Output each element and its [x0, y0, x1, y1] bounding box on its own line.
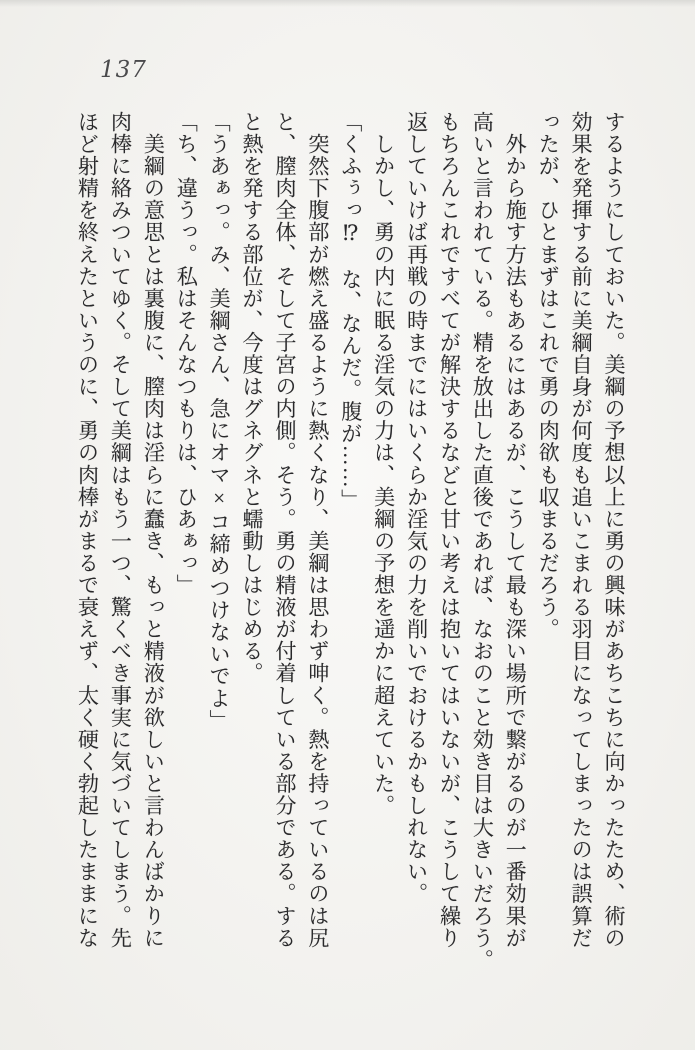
text-column: と、膣肉全体、そして子宮の内側。そう。勇の精液が付着している部分である。する: [272, 111, 297, 949]
page-number: 137: [100, 57, 147, 83]
text-column: 肉棒に絡みついてゆく。そして美綱はもう一つ、驚くべき事実に気づいてしまう。先: [108, 111, 133, 949]
text-column: しかし、勇の内に眠る淫気の力は、美綱の予想を遥かに超えていた。: [371, 111, 396, 817]
text-column: 美綱の意思とは裏腹に、膣肉は淫らに蠢き、もっと精液が欲しいと言わんばかりに: [141, 111, 166, 949]
text-column: 「うあぁっ。み、美綱さん、急にオマ×コ締めつけないでよ」: [207, 111, 232, 732]
text-column: 効果を発揮する前に美綱自身が何度も追いこまれる羽目になってしまったのは誤算だ: [569, 111, 594, 949]
text-column: ったが、ひとまずはこれで勇の肉欲も収まるだろう。: [536, 111, 561, 641]
text-column: ほど射精を終えたというのに、勇の肉棒がまるで衰えず、太く硬く勃起したままにな: [75, 111, 100, 949]
text-column: もちろんこれですべてが解決するなどと甘い考えは抱いてはいないが、こうして繰り: [437, 111, 462, 949]
novel-text-block: [71, 111, 630, 971]
text-column: と熱を発する部位が、今度はグネグネと蠕動しはじめる。: [240, 111, 265, 685]
text-column: するようにしておいた。美綱の予想以上に勇の興味があちこちに向かったため、術の: [602, 111, 626, 949]
text-column: 外から施す方法もあるにはあるが、こうして最も深い場所で繋がるのが一番効果が: [503, 111, 528, 949]
text-column: 高いと言われている。精を放出した直後であれば、なおのこと効き目は大きいだろう。: [470, 111, 495, 971]
text-column: 「くふぅっ⁉ な、なんだ。腹が……」: [338, 111, 363, 511]
text-column: 「ち、違うっ。私はそんなつもりは、ひあぁっ」: [174, 111, 199, 597]
text-column: 返していけば再戦の時までにはいくらか淫気の力を削いでおけるかもしれない。: [404, 111, 429, 905]
text-column: 突然下腹部が燃え盛るように熱くなり、美綱は思わず呻く。熱を持っているのは尻: [305, 111, 330, 949]
